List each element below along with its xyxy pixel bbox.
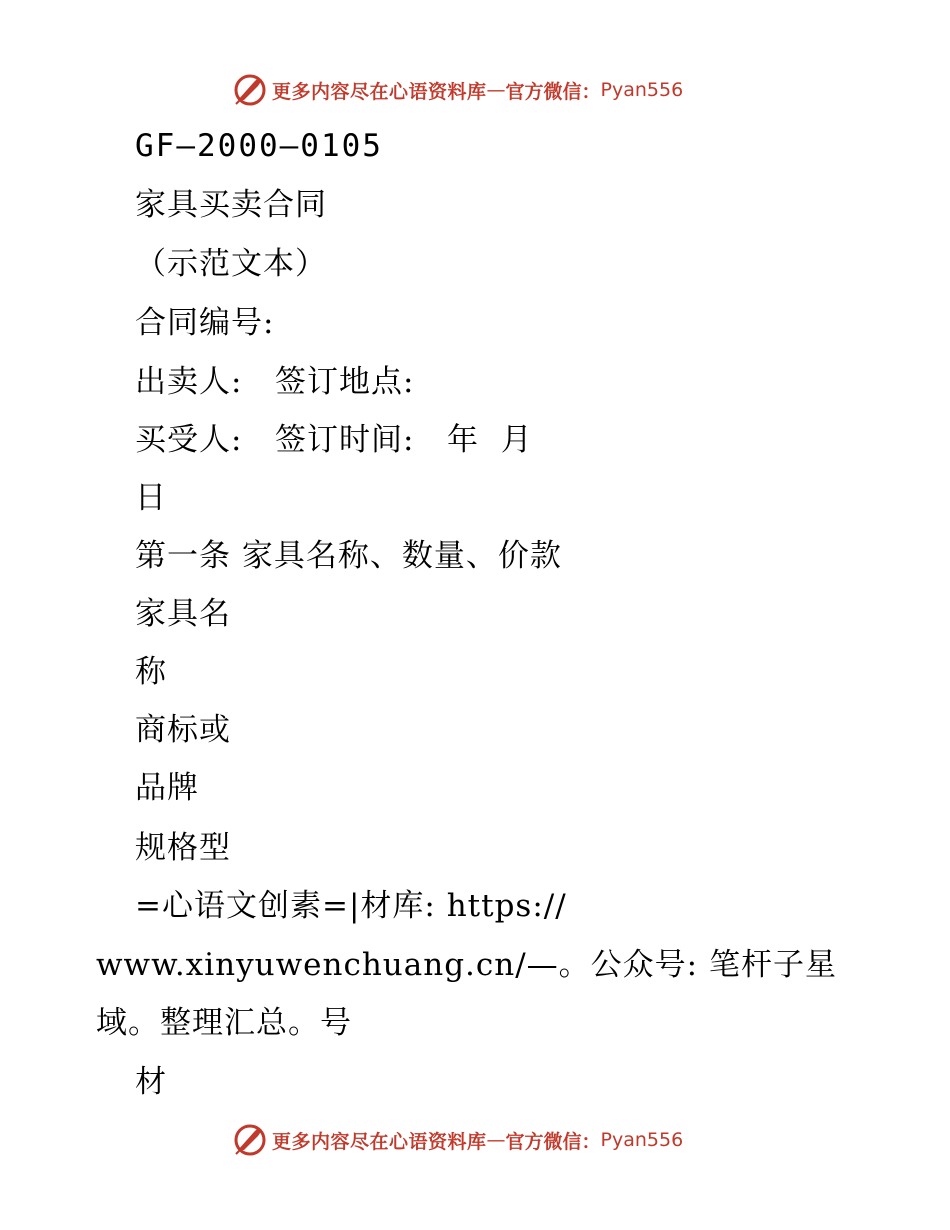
day-label: 日 xyxy=(135,480,167,516)
watermark-line-3: 域。整理汇总。号 xyxy=(96,1005,352,1041)
quill-logo-icon xyxy=(232,1122,268,1158)
header-banner xyxy=(232,72,683,108)
banner-wechat-id: Pyan556 xyxy=(600,1129,684,1151)
banner-text: 更多内容尽在心语资料库 xyxy=(272,1130,487,1153)
watermark-line-1: =心语文创素=|材库: https:// xyxy=(135,888,567,924)
banner-wechat-label: 官方微信： xyxy=(505,80,601,103)
column-name-part2: 称 xyxy=(135,654,167,690)
seller-line: 出卖人: 签订地点: xyxy=(135,364,415,400)
document-title: 家具买卖合同 xyxy=(135,187,327,223)
banner-wechat-id: Pyan556 xyxy=(600,79,684,101)
buyer-line: 买受人: 签订时间: 年 月 xyxy=(135,422,533,458)
article-1-heading: 第一条 家具名称、数量、价款 xyxy=(135,538,562,574)
document-subtitle: （示范文本） xyxy=(135,246,327,282)
column-brand-part1: 商标或 xyxy=(135,712,231,748)
footer-banner xyxy=(232,1122,683,1158)
contract-number-label: 合同编号: xyxy=(135,305,275,341)
column-spec: 规格型 xyxy=(135,830,231,866)
banner-wechat-label: 官方微信： xyxy=(505,1130,601,1153)
tail-text: 材 xyxy=(135,1064,167,1100)
banner-separator: — xyxy=(486,1129,506,1151)
column-brand-part2: 品牌 xyxy=(135,770,199,806)
document-code: GF—2000—0105 xyxy=(135,128,383,164)
banner-text: 更多内容尽在心语资料库 xyxy=(272,80,487,103)
quill-logo-icon xyxy=(232,72,268,108)
banner-separator: — xyxy=(486,79,506,101)
column-name-part1: 家具名 xyxy=(135,596,231,632)
watermark-line-2: www.xinyuwenchuang.cn/—。公众号: 笔杆子星 xyxy=(96,947,837,983)
